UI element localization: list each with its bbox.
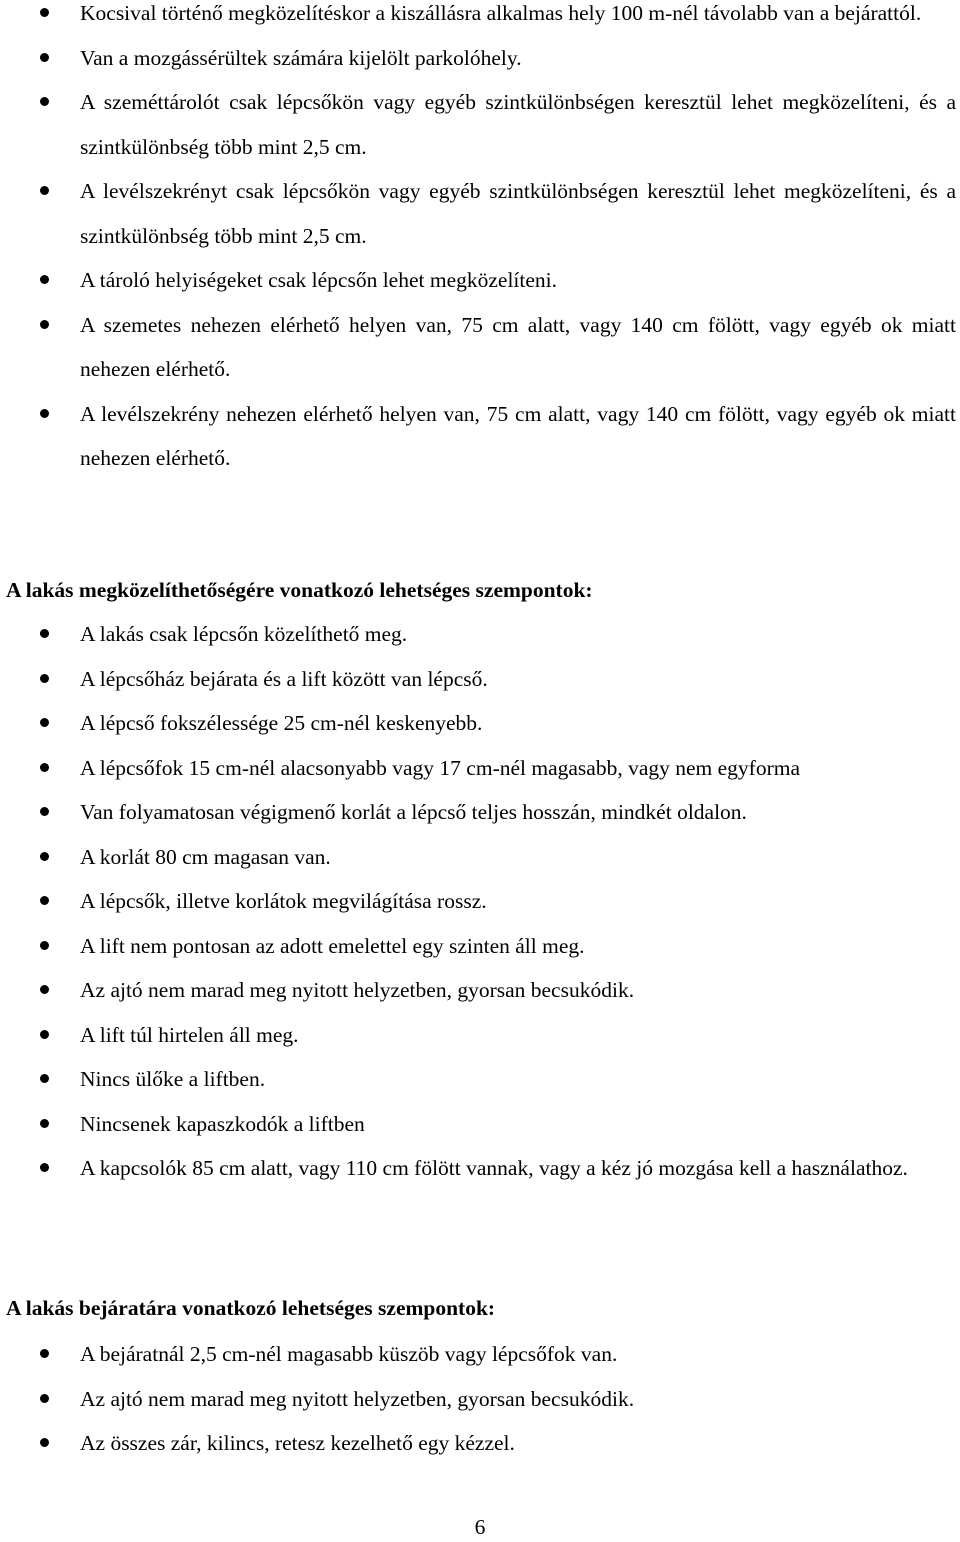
- bullet-icon: [40, 1030, 49, 1039]
- section2-list: [0, 612, 960, 1191]
- bullet-icon: [40, 941, 49, 950]
- list-item: A lépcsőház bejárata és a lift között van lépcső.: [0, 657, 960, 702]
- list-item: Nincsenek kapaszkodók a liftben: [0, 1102, 960, 1147]
- bullet-icon: [40, 275, 49, 284]
- list-item: A szeméttárolót csak lépcsőkön vagy egyéb szintkülönbségen keresztül lehet megközelíteni, és a szintkülönbség több mint 2,5 cm.: [0, 80, 960, 169]
- section2-heading: A lakás megközelíthetőségére vonatkozó lehetséges szempontok:: [6, 578, 593, 602]
- bullet-icon: [40, 852, 49, 861]
- list-item: A korlát 80 cm magasan van.: [0, 835, 960, 880]
- bullet-icon: [40, 186, 49, 195]
- bullet-icon: [40, 1438, 49, 1447]
- bullet-icon: [40, 409, 49, 418]
- list-item: A lépcső fokszélessége 25 cm-nél keskenyebb.: [0, 701, 960, 746]
- list-item: Nincs ülőke a liftben.: [0, 1057, 960, 1102]
- bullet-icon: [40, 97, 49, 106]
- list-item: A kapcsolók 85 cm alatt, vagy 110 cm fölött vannak, vagy a kéz jó mozgása kell a használathoz.: [0, 1146, 960, 1191]
- section2-list-block: [0, 612, 960, 1191]
- section1-list-block: [0, 0, 960, 481]
- list-item: A levélszekrényt csak lépcsőkön vagy egyéb szintkülönbségen keresztül lehet megközelíteni, és a szintkülönbség több mint 2,5 cm.: [0, 169, 960, 258]
- list-item: Az összes zár, kilincs, retesz kezelhető egy kézzel.: [0, 1421, 960, 1466]
- section3-heading: A lakás bejáratára vonatkozó lehetséges szempontok:: [6, 1296, 496, 1320]
- bullet-icon: [40, 1394, 49, 1403]
- bullet-icon: [40, 1119, 49, 1128]
- list-item: A lépcsőfok 15 cm-nél alacsonyabb vagy 17 cm-nél magasabb, vagy nem egyforma: [0, 746, 960, 791]
- list-item: A lakás csak lépcsőn közelíthető meg.: [0, 612, 960, 657]
- list-item: A lift nem pontosan az adott emelettel egy szinten áll meg.: [0, 924, 960, 969]
- section3-list: [0, 1332, 960, 1466]
- bullet-icon: [40, 8, 49, 17]
- bullet-icon: [40, 1074, 49, 1083]
- bullet-icon: [40, 320, 49, 329]
- bullet-icon: [40, 985, 49, 994]
- bullet-icon: [40, 53, 49, 62]
- list-item: A bejáratnál 2,5 cm-nél magasabb küszöb vagy lépcsőfok van.: [0, 1332, 960, 1377]
- list-item: A lift túl hirtelen áll meg.: [0, 1013, 960, 1058]
- section3-list-block: [0, 1332, 960, 1466]
- bullet-icon: [40, 718, 49, 727]
- bullet-icon: [40, 807, 49, 816]
- bullet-icon: [40, 896, 49, 905]
- bullet-icon: [40, 1163, 49, 1172]
- list-item: A levélszekrény nehezen elérhető helyen van, 75 cm alatt, vagy 140 cm fölött, vagy egyéb ok miatt nehezen elérhető.: [0, 392, 960, 481]
- list-item: Az ajtó nem marad meg nyitott helyzetben, gyorsan becsukódik.: [0, 968, 960, 1013]
- list-item: Kocsival történő megközelítéskor a kiszállásra alkalmas hely 100 m-nél távolabb van a bejárattól.: [0, 0, 960, 36]
- section1-list: [0, 0, 960, 481]
- bullet-icon: [40, 629, 49, 638]
- list-item: Van folyamatosan végigmenő korlát a lépcső teljes hosszán, mindkét oldalon.: [0, 790, 960, 835]
- bullet-icon: [40, 1349, 49, 1358]
- list-item: Az ajtó nem marad meg nyitott helyzetben, gyorsan becsukódik.: [0, 1377, 960, 1422]
- page-number: 6: [474, 1515, 486, 1539]
- list-item: A szemetes nehezen elérhető helyen van, 75 cm alatt, vagy 140 cm fölött, vagy egyéb ok miatt nehezen elérhető.: [0, 303, 960, 392]
- bullet-icon: [40, 674, 49, 683]
- bullet-icon: [40, 763, 49, 772]
- list-item: A lépcsők, illetve korlátok megvilágítása rossz.: [0, 879, 960, 924]
- list-item: A tároló helyiségeket csak lépcsőn lehet megközelíteni.: [0, 258, 960, 303]
- list-item: Van a mozgássérültek számára kijelölt parkolóhely.: [0, 36, 960, 81]
